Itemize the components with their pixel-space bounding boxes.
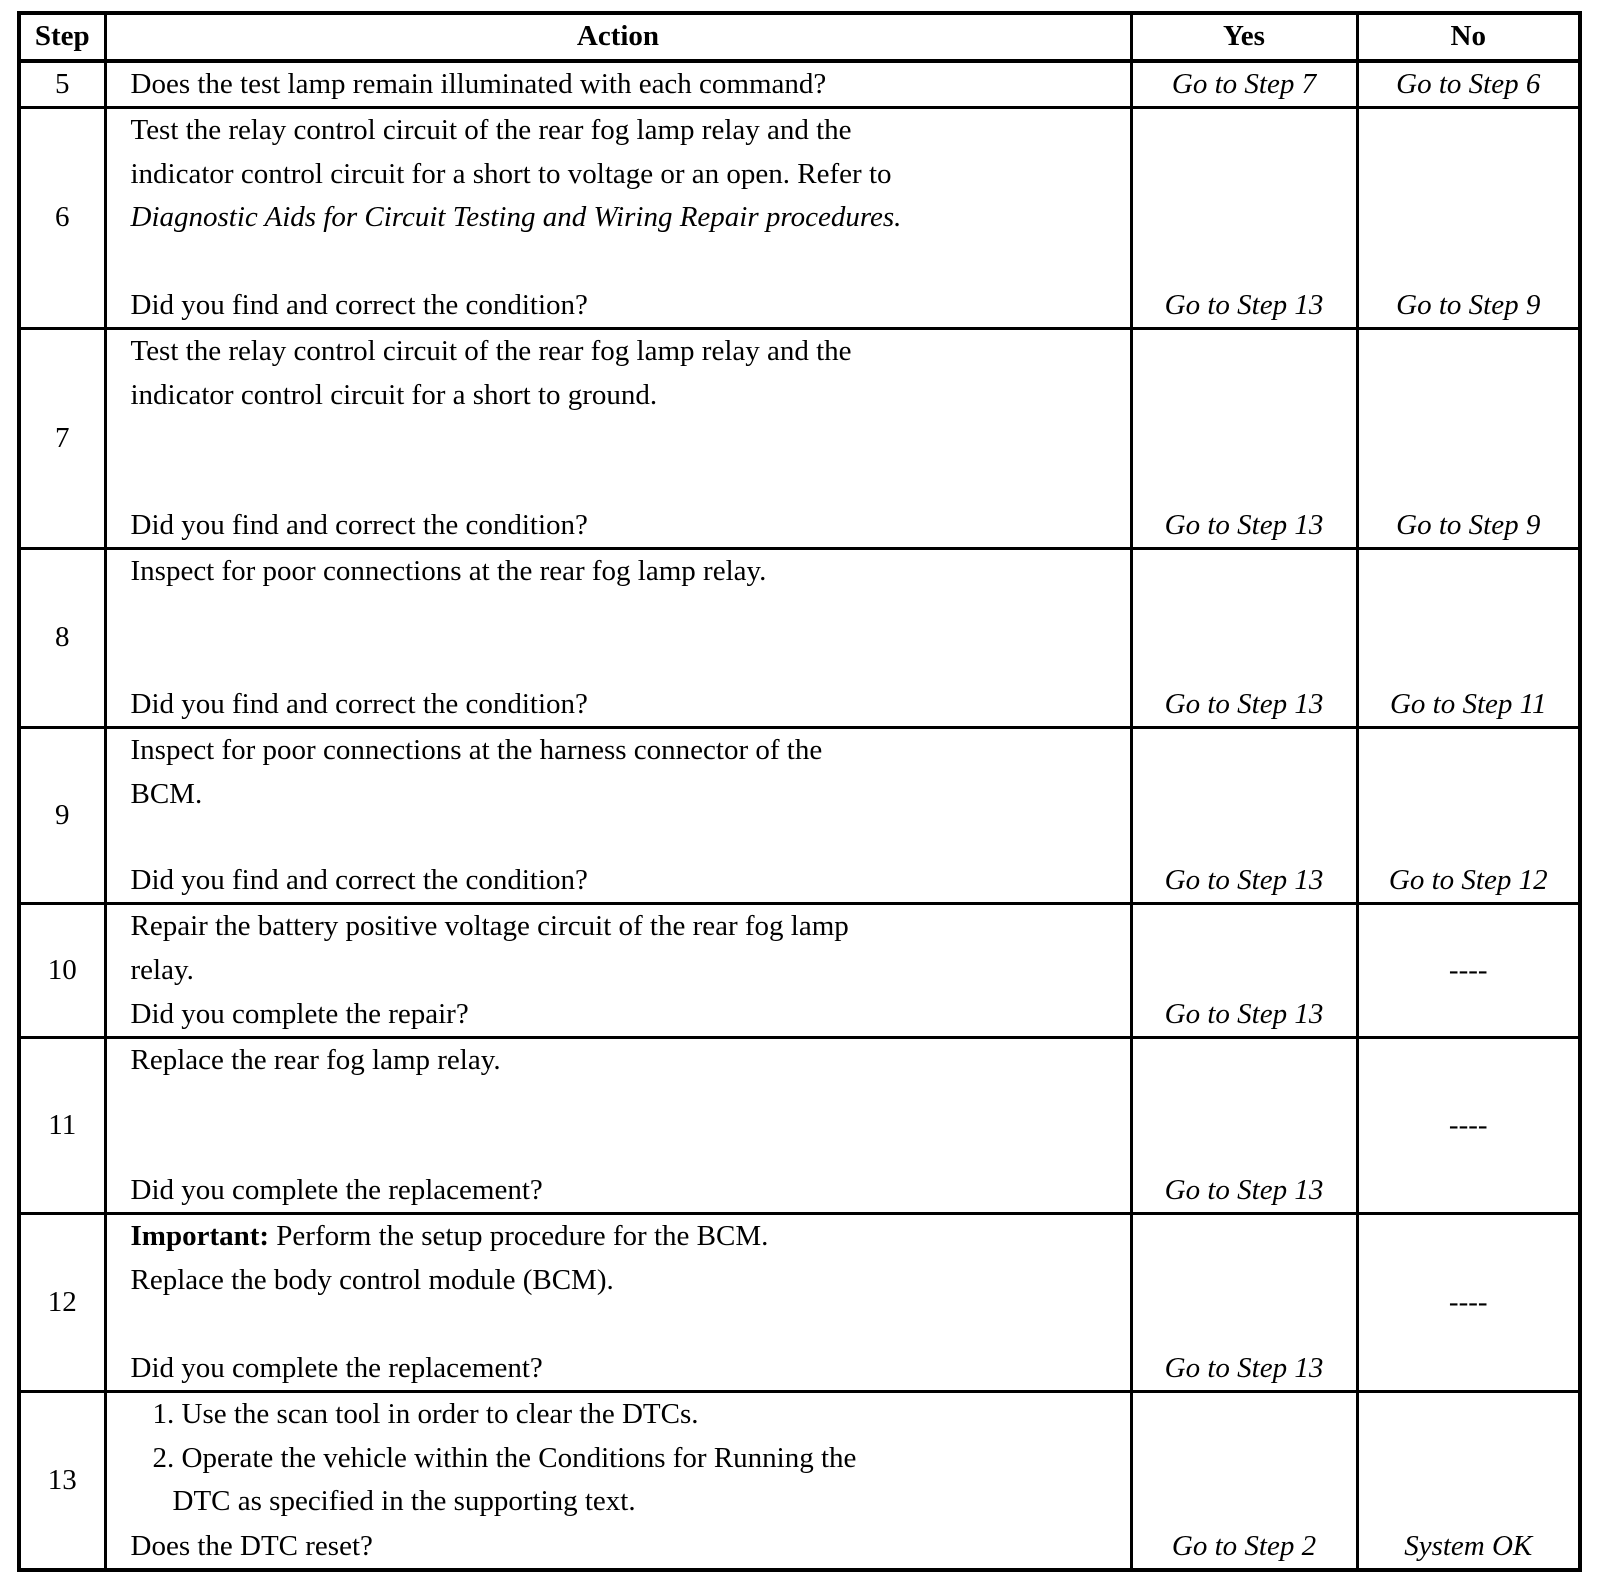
yes-cell: Go to Step 2 — [1131, 1392, 1357, 1571]
action-cell — [105, 61, 1131, 108]
yes-cell: Go to Step 13 — [1131, 904, 1357, 1038]
action-line: Test the relay control circuit of the rear fog lamp relay and the — [130, 114, 852, 146]
question: Did you complete the repair? — [130, 997, 469, 1030]
table-row — [19, 549, 1580, 728]
table-row — [19, 1392, 1580, 1571]
no-cell: Go to Step 9 — [1357, 108, 1580, 329]
header-yes: Yes — [1131, 13, 1357, 61]
step-number: 11 — [19, 1038, 105, 1214]
no-cell: Go to Step 11 — [1357, 549, 1580, 728]
header-no: No — [1357, 13, 1580, 61]
header-step: Step — [19, 13, 105, 61]
step-number: 13 — [19, 1392, 105, 1571]
step-number: 7 — [19, 329, 105, 549]
table-row — [19, 108, 1580, 329]
question: Did you find and correct the condition? — [130, 508, 588, 541]
action-cell — [105, 1038, 1131, 1214]
action-cell — [105, 904, 1131, 1038]
yes-cell: Go to Step 13 — [1131, 728, 1357, 904]
action-cell — [105, 1392, 1131, 1571]
diagnostic-steps-table — [17, 11, 1582, 1572]
no-cell: Go to Step 9 — [1357, 329, 1580, 549]
reference-link-text: Diagnostic Aids for Circuit Testing and Wiring Repair procedures. — [130, 201, 902, 233]
question: Does the test lamp remain illuminated with each command? — [130, 67, 827, 100]
action-line: Replace the body control module (BCM). — [130, 1263, 614, 1296]
step-number: 6 — [19, 108, 105, 329]
action-line: indicator control circuit for a short to ground. — [130, 378, 658, 411]
yes-cell: Go to Step 7 — [1131, 61, 1357, 108]
step-number: 9 — [19, 728, 105, 904]
yes-cell: Go to Step 13 — [1131, 329, 1357, 549]
action-line: relay. — [130, 953, 194, 986]
action-cell — [105, 329, 1131, 549]
step-number: 10 — [19, 904, 105, 1038]
table-row — [19, 728, 1580, 904]
action-line: Inspect for poor connections at the rear fog lamp relay. — [130, 555, 767, 587]
step-number: 8 — [19, 549, 105, 728]
no-cell: ---- — [1357, 1214, 1580, 1392]
no-cell: Go to Step 12 — [1357, 728, 1580, 904]
yes-cell: Go to Step 13 — [1131, 108, 1357, 329]
action-line: indicator control circuit for a short to voltage or an open. Refer to — [130, 157, 892, 190]
important-note — [131, 1215, 1120, 1259]
question: Did you complete the replacement? — [130, 1351, 543, 1384]
no-cell: System OK — [1357, 1392, 1580, 1571]
header-action: Action — [105, 13, 1131, 61]
action-line: Inspect for poor connections at the harness connector of the — [130, 734, 823, 766]
step-number: 12 — [19, 1214, 105, 1392]
question: Did you find and correct the condition? — [130, 288, 588, 321]
table-row — [19, 904, 1580, 1038]
action-line: Replace the rear fog lamp relay. — [130, 1044, 501, 1076]
no-cell: Go to Step 6 — [1357, 61, 1580, 108]
table-row — [19, 1038, 1580, 1214]
step-number: 5 — [19, 61, 105, 108]
action-cell — [105, 108, 1131, 329]
important-text: Perform the setup procedure for the BCM. — [269, 1220, 769, 1252]
no-cell: ---- — [1357, 1038, 1580, 1214]
list-item-continuation: DTC as specified in the supporting text. — [172, 1485, 636, 1517]
question: Did you find and correct the condition? — [130, 863, 588, 896]
list-item: 1. Use the scan tool in order to clear the DTCs. — [152, 1398, 699, 1430]
action-line: BCM. — [130, 777, 203, 810]
action-line: Test the relay control circuit of the rear fog lamp relay and the — [130, 335, 852, 367]
table-row — [19, 1214, 1580, 1392]
header-row — [19, 13, 1580, 61]
question: Did you find and correct the condition? — [130, 687, 588, 720]
important-label: Important: — [130, 1220, 270, 1252]
question: Did you complete the replacement? — [130, 1173, 543, 1206]
list-item: 2. Operate the vehicle within the Conditions for Running the — [152, 1441, 857, 1474]
yes-cell: Go to Step 13 — [1131, 1038, 1357, 1214]
yes-cell: Go to Step 13 — [1131, 1214, 1357, 1392]
action-cell — [105, 549, 1131, 728]
action-cell — [105, 1214, 1131, 1392]
table-row — [19, 61, 1580, 108]
no-cell: ---- — [1357, 904, 1580, 1038]
yes-cell: Go to Step 13 — [1131, 549, 1357, 728]
action-cell — [105, 728, 1131, 904]
table-row — [19, 329, 1580, 549]
action-line: Repair the battery positive voltage circuit of the rear fog lamp — [130, 910, 849, 942]
question: Does the DTC reset? — [130, 1529, 373, 1562]
